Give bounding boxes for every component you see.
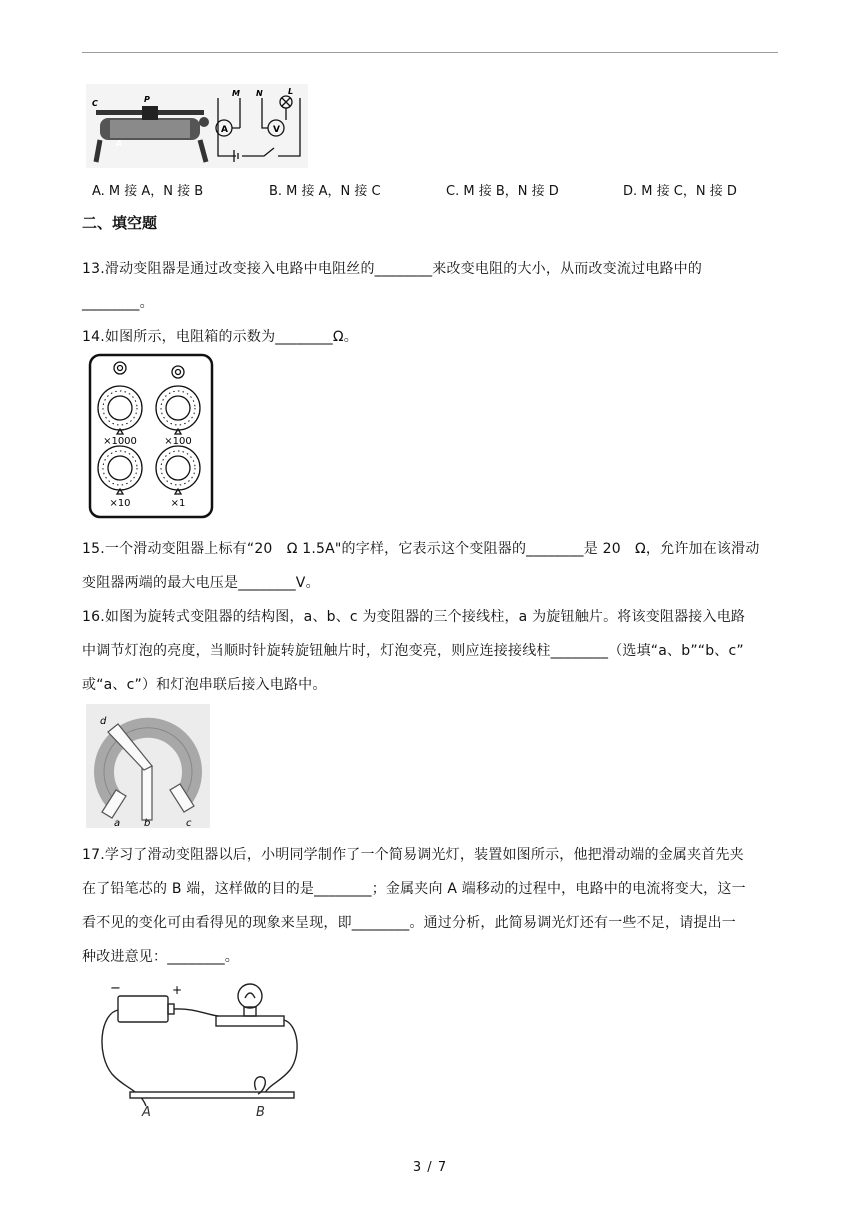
header-rule: [82, 52, 778, 53]
rheostat-circuit-figure: [86, 84, 308, 168]
dial-label-1000: ×1000: [103, 436, 137, 447]
label-m: M: [232, 89, 240, 98]
label-a-terminal: a: [114, 818, 121, 828]
q17-line4: 种改进意见：________。: [82, 949, 239, 965]
option-c: C. M 接 B，N 接 D: [446, 184, 559, 199]
q16-line3: 或“a、c”）和灯泡串联后接入电路中。: [82, 677, 327, 693]
q12-options: [92, 180, 772, 200]
q15-line2: 变阻器两端的最大电压是________V。: [82, 575, 320, 591]
label-c-terminal: c: [186, 818, 192, 828]
dial-label-1: ×1: [170, 498, 186, 509]
q13-line2: ________。: [82, 295, 154, 311]
light-bulb: [238, 984, 262, 1008]
battery-plus-label: +: [172, 983, 183, 997]
battery-minus-label: −: [110, 981, 121, 996]
lamp-base: [216, 1016, 284, 1026]
q13-line1: 13.滑动变阻器是通过改变接入电路中电阻丝的________来改变电阻的大小，从而改变流过电路中的: [82, 261, 703, 277]
voltmeter-symbol: V: [273, 125, 280, 135]
q17-line3: 看不见的变化可由看得见的现象来呈现，即________。通过分析，此简易调光灯还有一些不足，请提出一: [82, 915, 736, 931]
resistance-box-figure: [86, 352, 216, 520]
page-number: 3 / 7: [412, 1160, 448, 1175]
label-c: C: [92, 99, 98, 108]
rotary-rheostat-figure: [86, 704, 210, 828]
label-n: N: [256, 89, 263, 98]
pencil-lead: [130, 1092, 294, 1098]
option-a: A. M 接 A，N 接 B: [92, 184, 204, 199]
label-p: P: [144, 95, 150, 104]
label-a: A: [116, 139, 123, 148]
section-title: 二、填空题: [82, 214, 158, 232]
q17-line2: 在了铅笔芯的 B 端，这样做的目的是________；金属夹向 A 端移动的过程中，电路中的电流将变大，这一: [82, 881, 746, 897]
option-b: B. M 接 A，N 接 C: [269, 184, 381, 199]
battery: [118, 996, 168, 1022]
label-end-a: A: [142, 1105, 151, 1120]
q14-line1: 14.如图所示，电阻箱的示数为________Ω。: [82, 329, 358, 345]
q16-line1: 16.如图为旋转式变阻器的结构图，a、b、c 为变阻器的三个接线柱，a 为旋钮触片。将该变阻器接入电路: [82, 609, 746, 625]
dial-label-100: ×100: [164, 436, 192, 447]
q15-line1: 15.一个滑动变阻器上标有“20 Ω 1.5A"的字样，它表示这个变阻器的________是 20 Ω，允许加在该滑动: [82, 541, 760, 557]
label-b-terminal: b: [144, 818, 151, 828]
dimmer-lamp-figure: [94, 974, 304, 1122]
q16-line2: 中调节灯泡的亮度，当顺时针旋转旋钮触片时，灯泡变亮，则应连接接线柱________（选填“a、b”“b、c”: [82, 643, 744, 659]
label-end-b: B: [256, 1105, 265, 1120]
ammeter-symbol: A: [221, 125, 228, 135]
q17-line1: 17.学习了滑动变阻器以后，小明同学制作了一个简易调光灯，装置如图所示，他把滑动端的金属夹首先夹: [82, 847, 744, 863]
label-d: d: [100, 716, 107, 727]
label-l: L: [288, 87, 294, 96]
dial-label-10: ×10: [109, 498, 131, 509]
option-d: D. M 接 C，N 接 D: [623, 184, 737, 199]
